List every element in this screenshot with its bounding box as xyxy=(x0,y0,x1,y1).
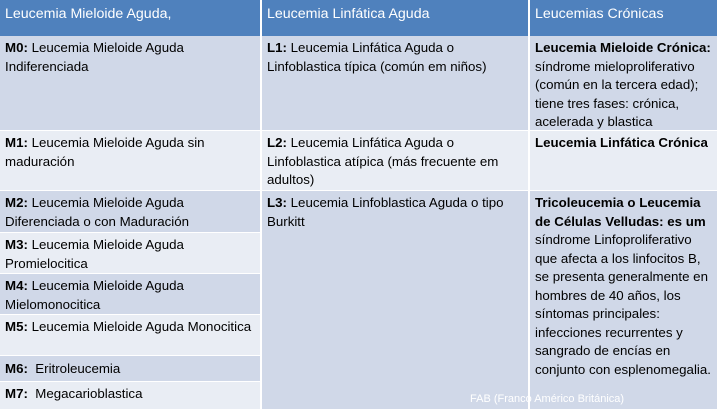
text-m2: Leucemia Mieloide Aguda Diferenciada o con Maduración xyxy=(5,195,190,229)
text-m3: Leucemia Mieloide Aguda Promielocitica xyxy=(5,237,184,271)
header-linfatica-aguda: Leucemia Linfática Aguda xyxy=(262,0,530,36)
code-m6: M6: xyxy=(5,361,28,376)
text-m5: Leucemia Mieloide Aguda Monocitica xyxy=(27,319,252,334)
code-l1: L1: xyxy=(267,40,287,55)
code-m1: M1: xyxy=(5,135,28,150)
code-l2: L2: xyxy=(267,135,287,150)
cell-m5 xyxy=(0,315,262,356)
text-m4: Leucemia Mieloide Aguda Mielomonocitica xyxy=(5,278,184,312)
cell-llc xyxy=(530,131,717,191)
code-l3: L3: xyxy=(267,195,287,210)
text-m7: Megacarioblastica xyxy=(27,386,143,401)
code-m3: M3: xyxy=(5,237,28,252)
cell-m1 xyxy=(0,131,262,191)
text-m1: Leucemia Mieloide Aguda sin maduración xyxy=(5,135,205,169)
code-m0: M0: xyxy=(5,40,28,55)
title-lmc: Leucemia Mieloide Crónica: xyxy=(535,40,711,55)
cell-m3 xyxy=(0,233,262,274)
cell-lmc xyxy=(530,36,717,131)
text-m0: Leucemia Mieloide Aguda Indiferenciada xyxy=(5,40,184,74)
cell-l2 xyxy=(262,131,530,191)
code-m5: M5: xyxy=(5,319,28,334)
cell-m4 xyxy=(0,274,262,315)
cell-m2 xyxy=(0,191,262,233)
text-m6: Eritroleucemia xyxy=(27,361,121,376)
text-lmc: síndrome mieloproliferativo (común en la tercera edad); tiene tres fases: crónica, acelerada y blastica xyxy=(535,58,699,129)
cell-m6 xyxy=(0,356,262,382)
title-llc: Leucemia Linfática Crónica xyxy=(535,135,708,150)
cell-m0 xyxy=(0,36,262,131)
text-l1: Leucemia Linfática Aguda o Linfoblastica típica (común em niños) xyxy=(267,40,487,74)
code-m7: M7: xyxy=(5,386,28,401)
text-l2: Leucemia Linfática Aguda o Linfoblastica atípica (más frecuente em adultos) xyxy=(267,135,499,187)
cell-tricoleucemia xyxy=(530,191,717,409)
footer-fab-note: FAB (Franco Américo Británica) xyxy=(470,393,625,405)
cell-l3 xyxy=(262,191,530,409)
title-tricoleucemia: Tricoleucemia o Leucemia de Células Velludas: es um xyxy=(535,195,706,229)
cell-m7 xyxy=(0,382,262,409)
header-mieloide-aguda: Leucemia Mieloide Aguda, xyxy=(0,0,262,36)
header-cronicas: Leucemias Crónicas xyxy=(530,0,717,36)
text-l3: Leucemia Linfoblastica Aguda o tipo Burkitt xyxy=(267,195,504,229)
cell-l1 xyxy=(262,36,530,131)
code-m4: M4: xyxy=(5,278,28,293)
text-tricoleucemia: síndrome Linfoproliferativo que afecta a los linfocitos B, se presenta generalmente en hombres de 40 años, los síntomas principales: infecciones recurrentes y sangrado de encías en conjunto con esplenomegalia. xyxy=(535,232,711,377)
code-m2: M2: xyxy=(5,195,28,210)
